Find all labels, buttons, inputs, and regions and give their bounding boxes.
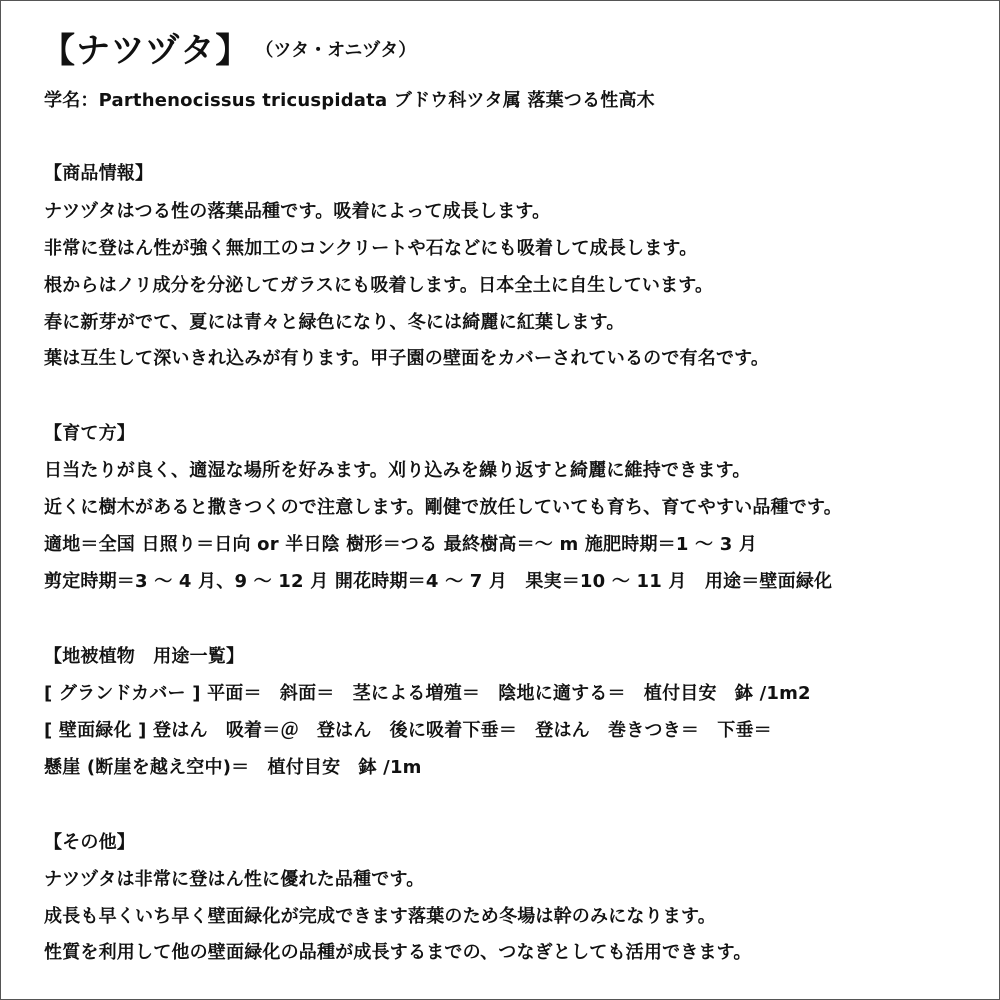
how-to-grow-line: 剪定時期＝3 ～ 4 月、9 ～ 12 月 開花時期＝4 ～ 7 月 果実＝10 ～ 11 月 用途＝壁面緑化: [44, 571, 833, 592]
product-info-line: 根からはノリ成分を分泌してガラスにも吸着します。日本全土に自生しています。: [44, 275, 714, 296]
page-title: 【ナツヅタ】: [41, 31, 251, 71]
section-heading-how-to-grow: 【育て方】: [44, 423, 135, 444]
section-heading-product-info: 【商品情報】: [44, 163, 154, 184]
product-info-line: ナツヅタはつる性の落葉品種です。吸着によって成長します。: [44, 201, 551, 222]
ground-cover-line: [ 壁面緑化 ] 登はん 吸着＝＠ 登はん 後に吸着下垂＝ 登はん 巻きつき＝ 下垂＝: [44, 720, 772, 741]
title-row: [41, 23, 416, 72]
page-subtitle: （ツタ・オニヅタ）: [264, 40, 417, 61]
product-info-line: 葉は互生して深いきれ込みが有ります。甲子園の壁面をカバーされているので有名です。: [44, 348, 770, 369]
how-to-grow-line: 近くに樹木があると撒きつくので注意します。剛健で放任していても育ち、育てやすい品種です。: [44, 497, 842, 518]
product-info-line: 春に新芽がでて、夏には青々と緑色になり、冬には綺麗に紅葉します。: [44, 312, 625, 333]
section-heading-other: 【その他】: [44, 832, 135, 853]
section-heading-ground-cover: 【地被植物 用途一覧】: [44, 646, 245, 667]
how-to-grow-line: 日当たりが良く、適湿な場所を好みます。刈り込みを繰り返すと綺麗に維持できます。: [44, 460, 751, 481]
other-line: ナツヅタは非常に登はん性に優れた品種です。: [44, 869, 425, 890]
scientific-name: 学名：Parthenocissus tricuspidata ブドウ科ツタ属 落葉つる性高木: [44, 90, 655, 111]
ground-cover-line: [ グランドカバー ] 平面＝ 斜面＝ 茎による増殖＝ 陰地に適する＝ 植付目安 鉢 /1m2: [44, 683, 811, 704]
other-line: 成長も早くいち早く壁面緑化が完成できます落葉のため冬場は幹のみになります。: [44, 906, 716, 927]
other-line: 性質を利用して他の壁面緑化の品種が成長するまでの、つなぎとしても活用できます。: [44, 942, 752, 963]
ground-cover-line: 懸崖 (断崖を越え空中)＝ 植付目安 鉢 /1m: [44, 757, 422, 778]
how-to-grow-line: 適地＝全国 日照り＝日向 or 半日陰 樹形＝つる 最終樹高＝～ m 施肥時期＝1 ～ 3 月: [44, 534, 758, 555]
product-info-line: 非常に登はん性が強く無加工のコンクリートや石などにも吸着して成長します。: [44, 238, 698, 259]
